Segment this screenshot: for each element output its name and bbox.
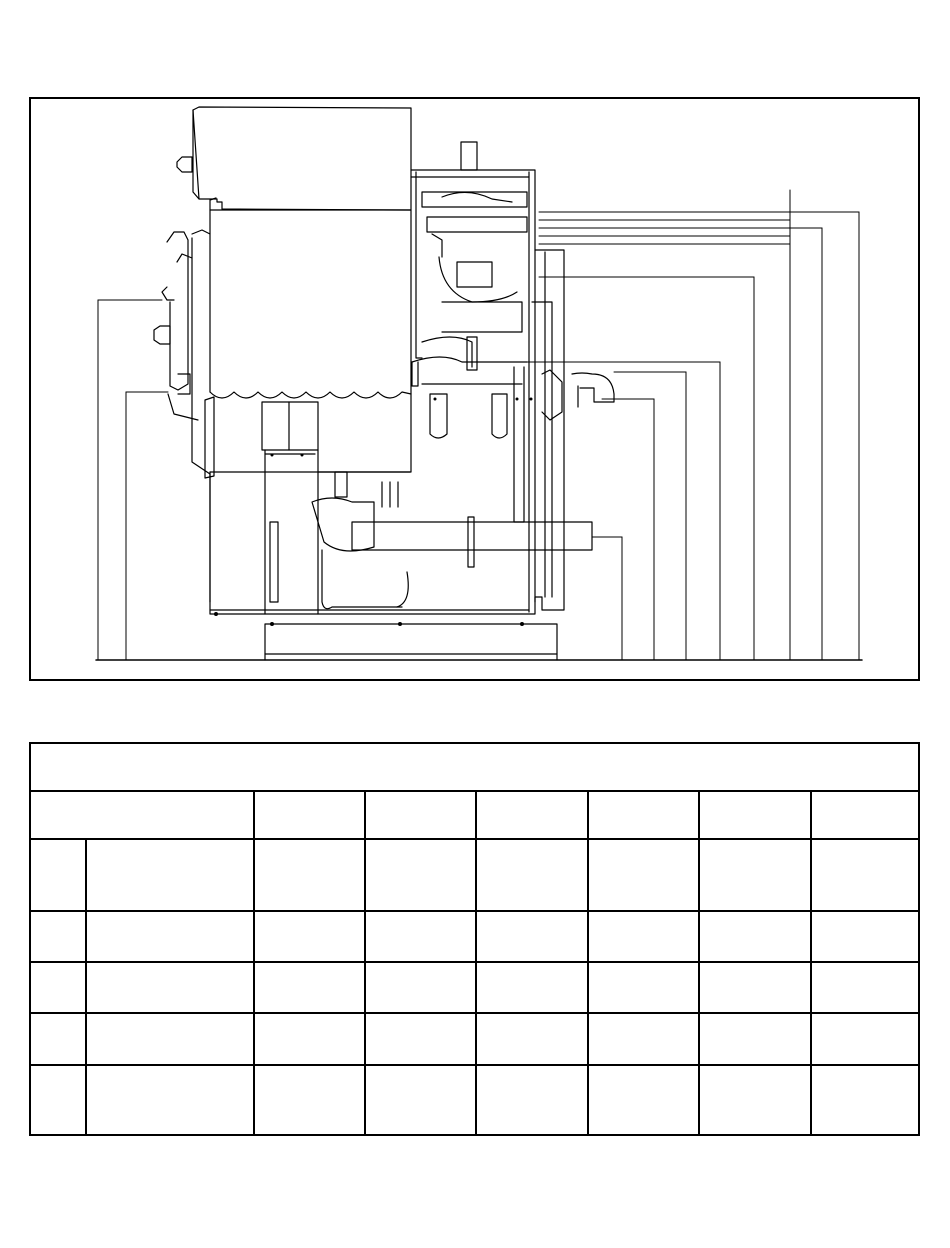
piping [312, 367, 614, 609]
dimension-lines-right [527, 190, 859, 660]
machine-side-view-figure [29, 97, 920, 681]
valve-assembly [412, 192, 527, 438]
floor-line [96, 624, 862, 660]
table-rule [587, 790, 589, 1134]
table-rule [698, 790, 700, 1134]
cabinet-frame [210, 142, 564, 614]
dimension-lines-left [98, 300, 168, 660]
table-rule [85, 838, 87, 1134]
dimensions-table [29, 742, 920, 1136]
door-assembly [154, 107, 411, 602]
table-rule [810, 790, 812, 1134]
machine-side-view-drawing [31, 99, 922, 683]
drum [205, 210, 411, 478]
table-rule [253, 790, 255, 1134]
table-rule [364, 790, 366, 1134]
table-title [39, 756, 909, 776]
table-rule [475, 790, 477, 1134]
